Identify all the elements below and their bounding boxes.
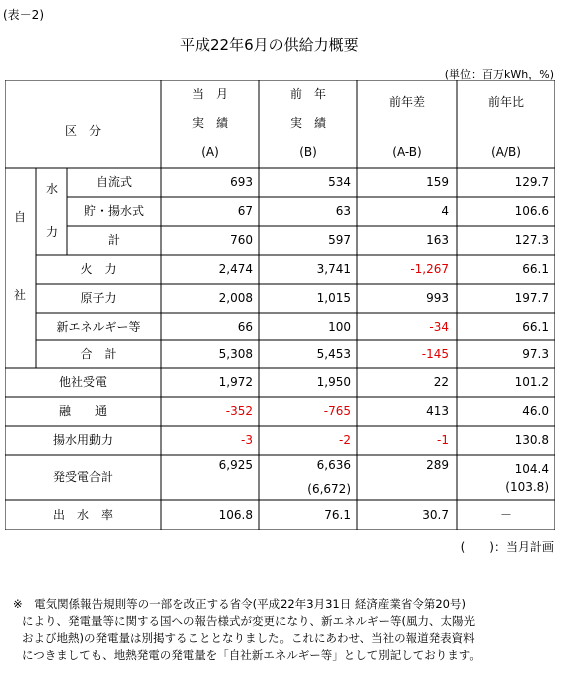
cell-diff: 289 xyxy=(426,458,449,472)
cell-a: 66 xyxy=(237,320,253,334)
cell-ratio-plan: (103.8) xyxy=(505,480,549,494)
header-ratio-line1: 前年比 xyxy=(487,95,524,109)
header-diff-line1: 前年差 xyxy=(388,95,425,109)
note-line: および地熱)の発電量は別掲することとなりました。これにあわせ、当社の報道発表資料 xyxy=(22,631,475,645)
cell-ratio: 130.8 xyxy=(514,433,549,447)
row-label-own-total: 合 計 xyxy=(80,347,117,361)
row-label-nuclear: 原子力 xyxy=(80,291,117,305)
cell-diff: -1,267 xyxy=(410,262,449,276)
cell-diff: 413 xyxy=(426,404,449,418)
cell-a: 67 xyxy=(237,204,253,218)
cell-ratio: 197.7 xyxy=(514,291,549,305)
cell-ratio: 127.3 xyxy=(514,233,549,247)
cell-ratio: 101.2 xyxy=(514,375,549,389)
header-prev-line2: 実 績 xyxy=(289,116,326,130)
cell-diff: -1 xyxy=(437,433,449,447)
cell-diff: -34 xyxy=(429,320,449,334)
cell-b: 597 xyxy=(328,233,351,247)
row-label-pumping: 揚水用動力 xyxy=(52,433,113,447)
side-label-ryoku: 力 xyxy=(46,225,59,239)
plan-legend: ( )：当月計画 xyxy=(460,540,554,554)
cell-diff: 993 xyxy=(426,291,449,305)
cell-b: -2 xyxy=(339,433,351,447)
note-line: ※ 電気関係報告規則等の一部を改正する省令(平成22年3月31日 経済産業省令第20号) xyxy=(13,597,466,611)
cell-a: -352 xyxy=(225,404,253,418)
row-label-jiryu: 自流式 xyxy=(95,175,132,189)
header-category: 区 分 xyxy=(64,124,101,138)
header-prev-line1: 前 年 xyxy=(289,87,326,101)
row-label-grand-total: 発受電合計 xyxy=(52,470,113,484)
cell-b: 63 xyxy=(335,204,351,218)
row-label-water-rate: 出 水 率 xyxy=(52,508,113,522)
cell-b: 3,741 xyxy=(316,262,351,276)
cell-ratio: 97.3 xyxy=(522,347,549,361)
cell-b: 5,453 xyxy=(316,347,351,361)
cell-diff: 163 xyxy=(426,233,449,247)
cell-a: 1,972 xyxy=(218,375,253,389)
cell-ratio: 106.6 xyxy=(514,204,549,218)
cell-ratio: 66.1 xyxy=(522,262,549,276)
cell-a: 693 xyxy=(230,175,253,189)
cell-diff: 22 xyxy=(433,375,449,389)
cell-a: 106.8 xyxy=(218,508,253,522)
cell-ratio: 46.0 xyxy=(522,404,549,418)
cell-b: -765 xyxy=(323,404,351,418)
cell-diff: -145 xyxy=(421,347,449,361)
cell-b-plan: (6,672) xyxy=(307,482,351,496)
side-label-ji: 自 xyxy=(14,210,27,224)
cell-diff: 4 xyxy=(441,204,449,218)
header-prev-line3: (B) xyxy=(299,145,317,159)
row-label-interchange: 融 通 xyxy=(58,404,107,418)
cell-diff: 30.7 xyxy=(422,508,449,522)
row-label-other-company: 他社受電 xyxy=(58,375,107,389)
cell-ratio: 66.1 xyxy=(522,320,549,334)
cell-a: 6,925 xyxy=(218,458,253,472)
cell-a: 760 xyxy=(230,233,253,247)
cell-diff: 159 xyxy=(426,175,449,189)
cell-b: 1,950 xyxy=(316,375,351,389)
table-label: (表－2) xyxy=(3,8,44,22)
cell-ratio: 104.4 xyxy=(514,462,549,476)
side-label-sha: 社 xyxy=(14,288,27,302)
page-title: 平成22年6月の供給力概要 xyxy=(180,36,359,54)
header-ratio-line3: (A/B) xyxy=(491,145,521,159)
row-label-choyousui: 貯・揚水式 xyxy=(83,204,144,218)
cell-a: 2,008 xyxy=(218,291,253,305)
row-label-hydro-total: 計 xyxy=(107,233,120,247)
cell-ratio: 129.7 xyxy=(514,175,549,189)
row-label-thermal: 火 力 xyxy=(80,262,117,276)
header-current-line3: (A) xyxy=(201,145,219,159)
cell-a: 5,308 xyxy=(218,347,253,361)
cell-a: 2,474 xyxy=(218,262,253,276)
header-current-line1: 当 月 xyxy=(191,87,228,101)
note-line: により、発電量等に関する国への報告様式が変更になり、新エネルギー等(風力、太陽光 xyxy=(22,614,475,628)
header-current-line2: 実 績 xyxy=(191,116,228,130)
cell-b: 76.1 xyxy=(324,508,351,522)
cell-b: 1,015 xyxy=(316,291,351,305)
unit-label: (単位：百万kWh，%) xyxy=(444,68,554,81)
note-line: につきましても、地熱発電の発電量を「自社新エネルギー等」として別記しております。 xyxy=(22,648,481,662)
side-label-sui: 水 xyxy=(46,182,59,196)
cell-b: 534 xyxy=(328,175,351,189)
cell-b: 6,636 xyxy=(316,458,351,472)
cell-b: 100 xyxy=(328,320,351,334)
header-diff-line3: (A-B) xyxy=(392,145,422,159)
row-label-new-energy: 新エネルギー等 xyxy=(56,320,141,334)
cell-ratio: － xyxy=(499,508,512,522)
cell-a: -3 xyxy=(241,433,253,447)
